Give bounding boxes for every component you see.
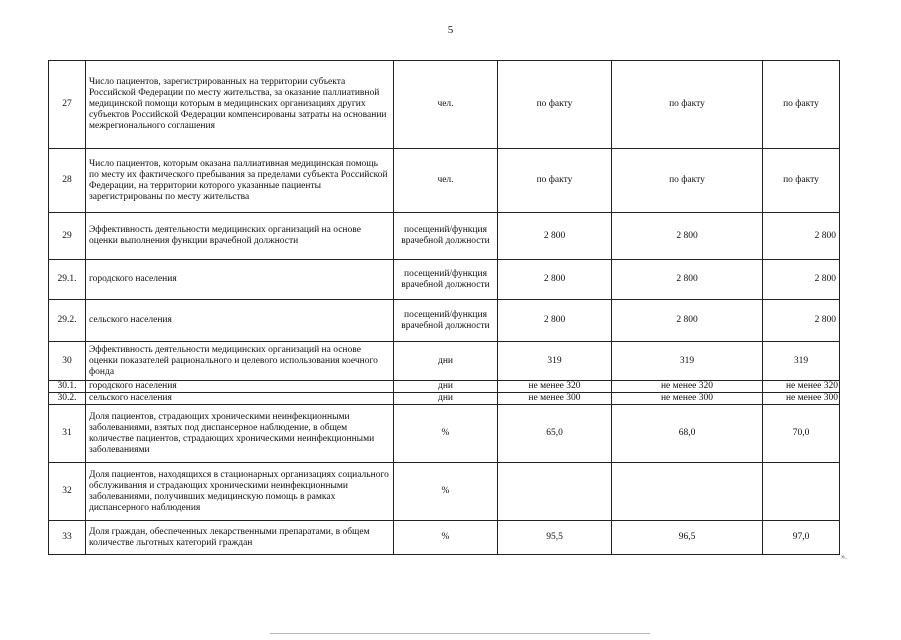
table-row (49, 393, 840, 405)
table-row (49, 342, 840, 381)
row-value-3: не менее 320 (763, 381, 840, 393)
row-number: 30.2. (49, 393, 86, 405)
row-value-2: 68,0 (612, 405, 763, 463)
row-name: Доля пациентов, страдающих хроническими неинфекционными заболеваниями, взятых под диспансерное наблюдение, в общем количестве пациентов, страдающих хроническими неинфекционными заболеваниями (86, 405, 394, 463)
row-value-3: 2 800 (763, 300, 840, 342)
table-row (49, 463, 840, 521)
row-name: Эффективность деятельности медицинских организаций на основе оценки показателей рационального и целевого использования коечного фонда (86, 342, 394, 381)
row-unit: % (394, 463, 498, 521)
row-value-1: 95,5 (498, 521, 612, 555)
row-name: Доля пациентов, находящихся в стационарных организациях социального обслуживания и страдающих хроническими неинфекционными заболеваниями, получивших медицинскую помощь в рамках диспансерного наблюдения (86, 463, 394, 521)
row-number: 33 (49, 521, 86, 555)
row-number: 31 (49, 405, 86, 463)
row-value-1: 319 (498, 342, 612, 381)
table-row (49, 521, 840, 555)
row-value-2: 319 (612, 342, 763, 381)
row-name: Число пациентов, зарегистрированных на территории субъекта Российской Федерации по месту жительства, за оказание паллиативной медицинской помощи которым в медицинских организациях других субъектов Российской Федерации компенсированы затраты на основании межрегионального соглашения (86, 61, 394, 149)
row-value-2: 2 800 (612, 213, 763, 260)
page-number: 5 (447, 24, 454, 36)
row-value-3: 97,0 (763, 521, 840, 555)
row-value-2: 96,5 (612, 521, 763, 555)
row-value-2 (612, 463, 763, 521)
row-unit: чел. (394, 61, 498, 149)
row-unit: посещений/функция врачебной должности (394, 260, 498, 300)
row-value-2: 2 800 (612, 300, 763, 342)
row-value-3: 319 (763, 342, 840, 381)
row-value-1: 2 800 (498, 300, 612, 342)
row-unit: дни (394, 342, 498, 381)
row-unit: дни (394, 393, 498, 405)
row-unit: чел. (394, 149, 498, 213)
row-unit: посещений/функция врачебной должности (394, 213, 498, 260)
row-number: 29.1. (49, 260, 86, 300)
row-value-1: 2 800 (498, 213, 612, 260)
row-value-2: по факту (612, 149, 763, 213)
row-number: 30.1. (49, 381, 86, 393)
row-unit: дни (394, 381, 498, 393)
row-value-3: по факту (763, 149, 840, 213)
row-name: сельского населения (86, 300, 394, 342)
row-name: городского населения (86, 381, 394, 393)
table-row (49, 381, 840, 393)
row-value-3: по факту (763, 61, 840, 149)
row-value-2: по факту (612, 61, 763, 149)
margin-mark: ». (841, 552, 847, 561)
row-number: 32 (49, 463, 86, 521)
row-name: Доля граждан, обеспеченных лекарственными препаратами, в общем количестве льготных категорий граждан (86, 521, 394, 555)
row-value-3: 2 800 (763, 213, 840, 260)
table-row (49, 300, 840, 342)
row-value-3 (763, 463, 840, 521)
row-value-1 (498, 463, 612, 521)
row-number: 30 (49, 342, 86, 381)
table-row (49, 213, 840, 260)
row-number: 29.2. (49, 300, 86, 342)
row-value-1: по факту (498, 61, 612, 149)
table-row (49, 260, 840, 300)
row-name: Эффективность деятельности медицинских организаций на основе оценки выполнения функции врачебной должности (86, 213, 394, 260)
row-value-2: 2 800 (612, 260, 763, 300)
row-value-1: 65,0 (498, 405, 612, 463)
row-number: 29 (49, 213, 86, 260)
row-unit: % (394, 521, 498, 555)
row-value-1: не менее 320 (498, 381, 612, 393)
row-value-1: 2 800 (498, 260, 612, 300)
indicators-table (48, 60, 840, 555)
scan-artifact-line (270, 633, 650, 634)
row-value-2: не менее 320 (612, 381, 763, 393)
table-row (49, 405, 840, 463)
row-value-3: 2 800 (763, 260, 840, 300)
row-number: 27 (49, 61, 86, 149)
row-unit: % (394, 405, 498, 463)
row-value-2: не менее 300 (612, 393, 763, 405)
row-unit: посещений/функция врачебной должности (394, 300, 498, 342)
row-name: городского населения (86, 260, 394, 300)
row-value-1: не менее 300 (498, 393, 612, 405)
row-value-3: не менее 300 (763, 393, 840, 405)
row-number: 28 (49, 149, 86, 213)
row-value-3: 70,0 (763, 405, 840, 463)
table-row (49, 149, 840, 213)
table-row (49, 61, 840, 149)
row-name: Число пациентов, которым оказана паллиативная медицинская помощь по месту их фактического пребывания за пределами субъекта Российской Федерации, на территории которого указанные пациенты зарегистрированы по месту жительства (86, 149, 394, 213)
row-name: сельского населения (86, 393, 394, 405)
row-value-1: по факту (498, 149, 612, 213)
